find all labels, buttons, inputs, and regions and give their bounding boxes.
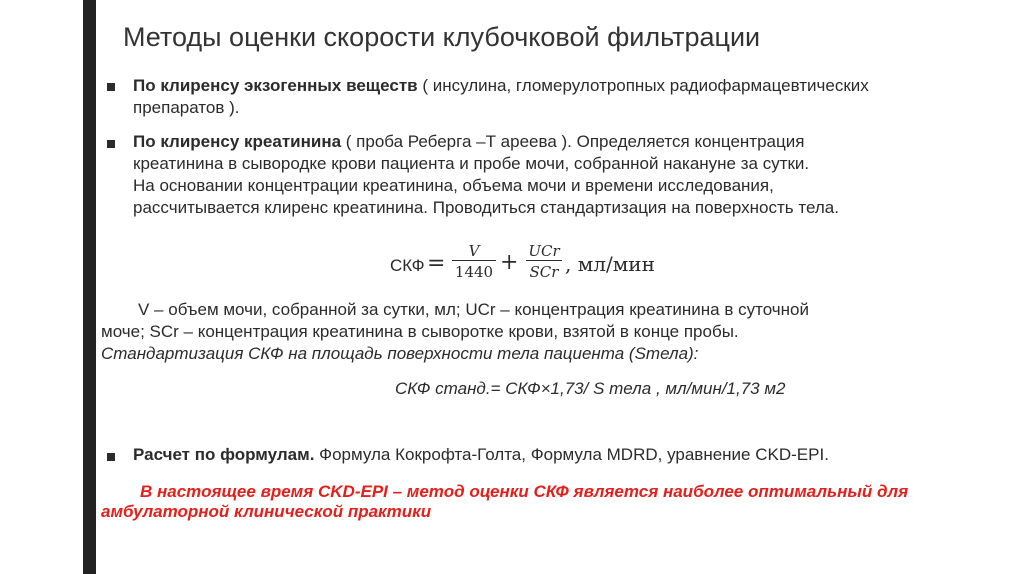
bullet-square-icon <box>107 83 115 91</box>
gfr-formula <box>390 238 690 294</box>
bullet-square-icon <box>107 140 115 148</box>
conclusion-line1: В настоящее время CKD-EPI – метод оценки СКФ является наиболее оптимальный для <box>140 482 909 501</box>
bullet1-line1 <box>133 75 869 97</box>
formula-fraction-2 <box>526 242 562 281</box>
formula-plus: + <box>500 250 519 275</box>
fraction2-numerator: UCr <box>528 242 560 260</box>
conclusion-line2: амбулаторной клинической практики <box>101 502 432 521</box>
slide-title: Методы оценки скорости клубочковой фильтрации <box>123 22 761 52</box>
bullet2-line4: рассчитывается клиренс креатинина. Проводиться стандартизация на поверхность тела. <box>133 198 839 217</box>
explanation-line2: моче; SCr – концентрация креатинина в сыворотке крови, взятой в конце пробы. <box>101 322 739 341</box>
bullet3-rest: Формула Кокрофта-Голта, Формула MDRD, уравнение CKD-EPI. <box>314 445 829 464</box>
bullet2-line3: На основании концентрации креатинина, объема мочи и времени исследования, <box>133 176 774 195</box>
bullet2-line2: креатинина в сывородке крови пациента и пробе мочи, собранной накануне за сутки. <box>133 154 810 173</box>
fraction1-denominator: 1440 <box>452 260 496 281</box>
fraction1-numerator: V <box>468 242 480 260</box>
formula-equals: = <box>427 251 446 276</box>
formula-unit: , мл/мин <box>565 252 655 276</box>
vertical-rule <box>83 0 96 574</box>
explanation-line3: Стандартизация СКФ на площадь поверхности тела пациента (Sтела): <box>101 344 699 363</box>
standardized-formula: СКФ станд.= СКФ×1,73/ S тела , мл/мин/1,73 м2 <box>395 379 786 398</box>
formula-fraction-1 <box>452 242 496 281</box>
bullet2-bold: По клиренсу креатинина <box>133 132 342 151</box>
left-margin <box>0 0 83 574</box>
bullet2-rest: ( проба Реберга –Т ареева ). Определяется концентрация <box>341 132 805 151</box>
explanation-line1: V – объем мочи, собранной за сутки, мл; UCr – концентрация креатинина в суточной <box>138 300 809 319</box>
bullet1-line2: препаратов ). <box>133 98 240 117</box>
formula-lhs: СКФ <box>390 256 425 275</box>
bullet3-line <box>133 444 829 466</box>
bullet1-rest: ( инсулина, гломерулотропных радиофармацевтических <box>417 76 869 95</box>
bullet2-line1 <box>133 131 804 153</box>
bullet3-bold: Расчет по формулам. <box>133 445 315 464</box>
fraction2-denominator: SCr <box>526 260 562 281</box>
bullet1-bold: По клиренсу экзогенных веществ <box>133 76 418 95</box>
bullet-square-icon <box>107 453 115 461</box>
